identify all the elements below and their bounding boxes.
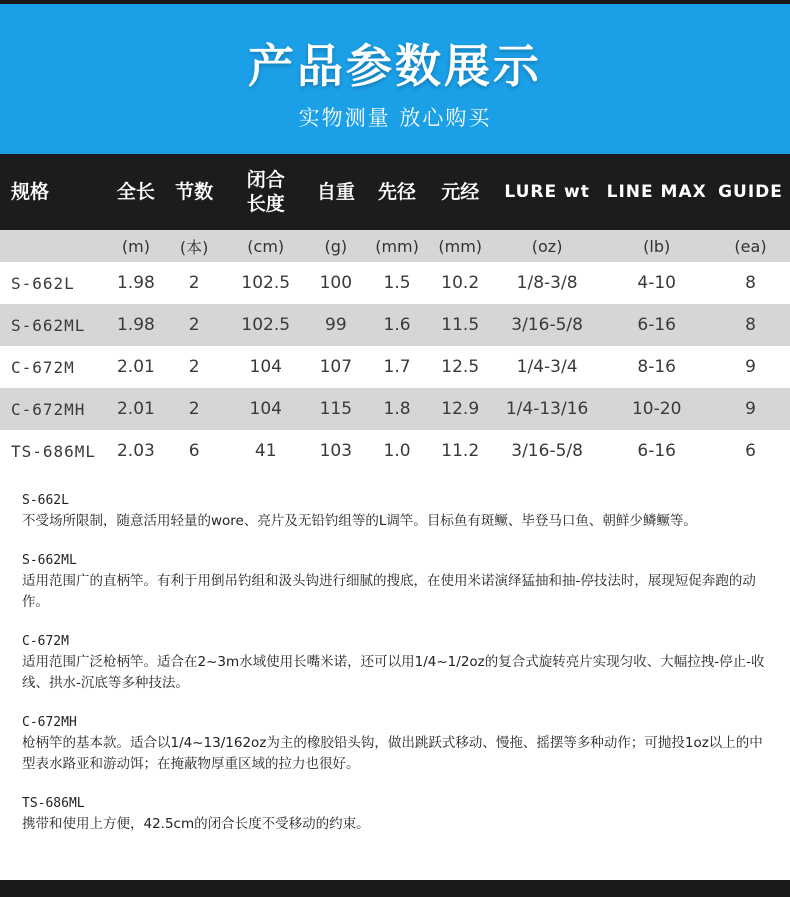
table-cell: 104: [249, 357, 282, 377]
table-cell: 3/16-5/8: [511, 441, 583, 461]
table-cell: 2.03: [116, 441, 155, 461]
table-cell: 10-20: [631, 399, 682, 419]
unit-cell: (oz): [531, 236, 563, 256]
note-model-code: S-662L: [22, 493, 69, 508]
table-cell: 100: [319, 273, 353, 293]
table-cell: 6-16: [637, 441, 676, 461]
unit-cell: (cm): [247, 236, 285, 256]
unit-cell: (lb): [643, 236, 671, 256]
note-description: 适用范围广的直柄竿。有利于用倒吊钓组和汲头钩进行细腻的搜底，在使用米诺演绎猛抽和抽-停技法时，展现短促奔跑的动作。: [22, 573, 756, 610]
table-cell: 8: [745, 315, 756, 335]
table-cell: 2: [188, 399, 200, 419]
table-cell: 2.01: [116, 399, 155, 419]
table-cell: 41: [254, 441, 277, 461]
bottom-bar: [0, 880, 790, 897]
table-cell: 10.2: [441, 273, 480, 293]
table-cell: 8-16: [637, 357, 676, 377]
table-row: [0, 388, 790, 430]
table-cell: 1.98: [116, 315, 155, 335]
unit-cell: (mm): [375, 236, 419, 256]
unit-cell: (g): [324, 236, 348, 256]
header-lure-wt: LURE wt: [504, 182, 590, 202]
header-sections: 节数: [175, 181, 214, 203]
unit-row: [0, 230, 790, 262]
table-cell: 102.5: [241, 315, 291, 335]
table-cell: 1.6: [383, 315, 411, 335]
table-cell: 1/8-3/8: [516, 273, 578, 293]
table-cell: 12.9: [441, 399, 480, 419]
table-cell: 115: [319, 399, 353, 419]
table-cell: 1.7: [383, 357, 411, 377]
table-cell: 9: [745, 399, 756, 419]
banner: [0, 4, 790, 154]
banner-subtitle: 实物测量 放心购买: [298, 106, 492, 130]
table-cell: 3/16-5/8: [511, 315, 583, 335]
table-cell: 4-10: [637, 273, 676, 293]
table-cell: 11.2: [441, 441, 480, 461]
model-cell: S-662ML: [11, 315, 86, 335]
table-cell: 12.5: [441, 357, 480, 377]
header-tip-diameter: 先径: [378, 181, 417, 203]
table-cell: 9: [745, 357, 756, 377]
table-row: [0, 262, 790, 304]
table-cell: 6: [745, 441, 756, 461]
table-cell: 1.98: [116, 273, 155, 293]
table-cell: 6-16: [637, 315, 676, 335]
table-cell: 11.5: [441, 315, 480, 335]
header-line-max: LINE MAX: [606, 182, 707, 202]
header-closed-length: 闭合 长度: [246, 169, 285, 215]
header-guide: GUIDE: [718, 182, 783, 202]
note-description: 携带和使用上方便，42.5cm的闭合长度不受移动的约束。: [22, 816, 370, 832]
model-notes: [0, 472, 790, 835]
table-row: [0, 430, 790, 472]
table-cell: 1.8: [383, 399, 411, 419]
unit-cell: (mm): [438, 236, 483, 256]
table-cell: 99: [325, 315, 347, 335]
table-cell: 2: [188, 357, 200, 377]
note-item: [22, 712, 768, 775]
header-weight: 自重: [316, 181, 355, 203]
header-spec: 规格: [11, 181, 50, 203]
note-description: 不受场所限制，随意活用轻量的wore、亮片及无铅钓组等的L调竿。目标鱼有斑鳜、毕登马口鱼、朝鲜少鳞鳜等。: [22, 513, 697, 529]
table-cell: 1/4-3/4: [516, 357, 578, 377]
table-cell: 104: [249, 399, 282, 419]
unit-cell: (m): [121, 236, 150, 256]
header-length: 全长: [116, 181, 155, 203]
table-cell: 1/4-13/16: [505, 399, 589, 419]
table-row: [0, 304, 790, 346]
note-description: 枪柄竿的基本款。适合以1/4~13/162oz为主的橡胶铅头钩，做出跳跃式移动、慢拖、摇摆等多种动作；可抛投1oz以上的中型表水路亚和游动饵；在掩蔽物厚重区域的拉力也很好。: [22, 735, 763, 772]
model-cell: S-662L: [11, 273, 75, 293]
header-butt-diameter: 元经: [441, 181, 480, 203]
table-cell: 6: [188, 441, 200, 461]
unit-cell: (ea): [734, 236, 767, 256]
spec-table-header: [0, 154, 790, 230]
model-cell: C-672MH: [11, 399, 86, 419]
note-item: [22, 631, 768, 694]
note-model-code: C-672MH: [22, 715, 77, 730]
note-item: [22, 490, 768, 532]
note-model-code: S-662ML: [22, 553, 77, 568]
table-cell: 103: [319, 441, 353, 461]
note-model-code: C-672M: [22, 634, 69, 649]
model-cell: C-672M: [11, 357, 75, 377]
table-cell: 1.5: [383, 273, 411, 293]
table-cell: 2: [188, 273, 200, 293]
banner-title: 产品参数展示: [248, 39, 542, 93]
table-cell: 107: [319, 357, 353, 377]
note-model-code: TS-686ML: [22, 796, 85, 811]
note-description: 适用范围广泛枪柄竿。适合在2~3m水域使用长嘴米诺，还可以用1/4~1/2oz的复合式旋转亮片实现匀收、大幅拉拽-停止-收线、拱水-沉底等多种技法。: [22, 654, 765, 691]
table-cell: 2: [188, 315, 200, 335]
table-cell: 8: [745, 273, 756, 293]
note-item: [22, 793, 768, 835]
table-cell: 102.5: [241, 273, 291, 293]
note-item: [22, 550, 768, 613]
table-cell: 1.0: [383, 441, 411, 461]
unit-cell: (本): [179, 237, 209, 257]
model-cell: TS-686ML: [11, 441, 97, 461]
table-cell: 2.01: [116, 357, 155, 377]
table-row: [0, 346, 790, 388]
